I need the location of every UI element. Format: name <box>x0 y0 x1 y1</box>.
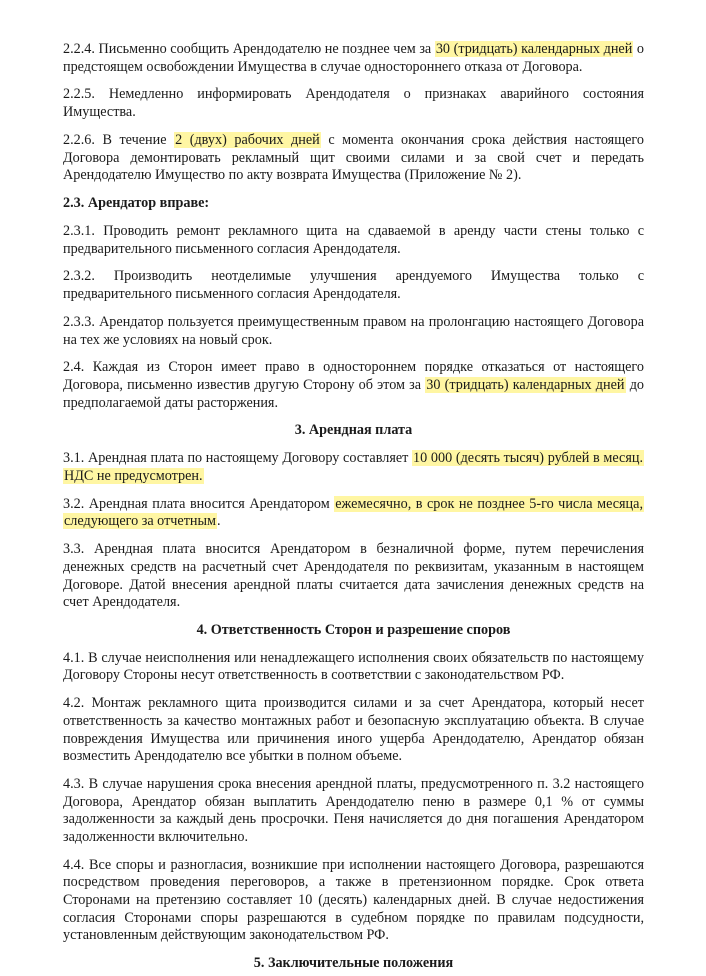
clause-3-2 <box>63 496 644 531</box>
clause-2-2-4 <box>63 41 644 76</box>
clause-4-4: 4.4. Все споры и разногласия, возникшие при исполнении настоящего Договора, разрешаются посредством проведения переговоров, а также в претензионном порядке. Срок ответа Сторонами на претензию составляет 10 (десять) календарных дней. В случае недостижения согласия Сторонами споры разрешаются в судебном порядке по правилам подсудности, установленным действующим законодательством РФ. <box>63 856 644 944</box>
highlighted-term: 10 000 (десять тысяч) рублей в месяц. НДС не предусмотрен. <box>64 450 643 484</box>
highlighted-term: ежемесячно, в срок не позднее 5-го числа месяца, следующего за отчетным <box>64 495 643 530</box>
clause-text: 3.2. Арендная плата вносится Арендатором <box>63 495 335 512</box>
clause-2-3-1: 2.3.1. Проводить ремонт рекламного щита на сдаваемой в аренду части стены только с предварительного письменного согласия Арендодателя. <box>63 222 644 257</box>
clause-text: о предстоящем освобождении Имущества в случае одностороннего отказа от Договора. <box>63 41 644 75</box>
clause-text: . <box>217 513 221 530</box>
clause-4-2: 4.2. Монтаж рекламного щита производится силами и за счет Арендатора, который несет ответственность за качество монтажных работ и безопасную эксплуатацию объекта. В случае повреждения Имущества или причинения иного ущерба Арендодателю, Арендатор обязан возместить Арендодателю все убытки в полном объеме. <box>63 695 644 765</box>
section-2-3-heading: 2.3. Арендатор вправе: <box>63 195 210 212</box>
section-3-heading: 3. Арендная плата <box>294 422 413 439</box>
clause-2-4 <box>63 359 644 412</box>
clause-4-3: 4.3. В случае нарушения срока внесения арендной платы, предусмотренного п. 3.2 настоящего Договора, Арендатор обязан выплатить Арендодателю пеню в размере 0,1 % от суммы задолженности за каждый день просрочки. Пеня начисляется до дня погашения Арендатором задолженности включительно. <box>63 776 644 845</box>
clause-2-3-2: 2.3.2. Производить неотделимые улучшения арендуемого Имущества только с предварительного письменного согласия Арендодателя. <box>63 268 644 303</box>
clause-text: 3.1. Арендная плата по настоящему Договору составляет <box>63 450 413 467</box>
section-4-heading: 4. Ответственность Сторон и разрешение споров <box>196 622 511 638</box>
clause-3-1 <box>63 450 644 485</box>
clause-2-2-6 <box>63 132 644 185</box>
clause-text: 2.4. Каждая из Сторон имеет право в одностороннем порядке отказаться от настоящего Договора, письменно известив другую Сторону об этом за <box>63 359 644 393</box>
highlighted-term: 30 (тридцать) календарных дней <box>435 41 633 57</box>
clause-2-3-3: 2.3.3. Арендатор пользуется преимущественным правом на пролонгацию настоящего Договора на тех же условиях на новый срок. <box>63 313 644 348</box>
clause-2-2-5: 2.2.5. Немедленно информировать Арендодателя о признаках аварийного состояния Имущества. <box>63 86 644 121</box>
section-5-heading: 5. Заключительные положения <box>253 954 454 971</box>
highlighted-term: 2 (двух) рабочих дней <box>175 131 320 148</box>
clause-text: 2.2.6. В течение <box>63 131 175 148</box>
clause-text: до предполагаемой даты расторжения. <box>63 376 645 411</box>
clause-4-1: 4.1. В случае неисполнения или ненадлежащего исполнения своих обязательств по настоящему Договору Стороны несут ответственность в соответствии с законодательством РФ. <box>63 649 644 684</box>
highlighted-term: 30 (тридцать) календарных дней <box>426 376 625 393</box>
clause-text: 2.2.4. Письменно сообщить Арендодателю не позднее чем за <box>63 41 435 57</box>
clause-3-3: 3.3. Арендная плата вносится Арендатором в безналичной форме, путем перечисления денежных средств на расчетный счет Арендодателя по реквизитам, указанным в настоящем Договоре. Датой внесения арендной платы считается дата зачисления денежных средств на счет Арендодателя. <box>63 541 644 611</box>
clause-text: с момента окончания срока действия настоящего Договора демонтировать рекламный щит своими силами и за свой счет и передать Арендодателю Имущество по акту возврата Имущества (Приложение № 2). <box>63 131 644 184</box>
